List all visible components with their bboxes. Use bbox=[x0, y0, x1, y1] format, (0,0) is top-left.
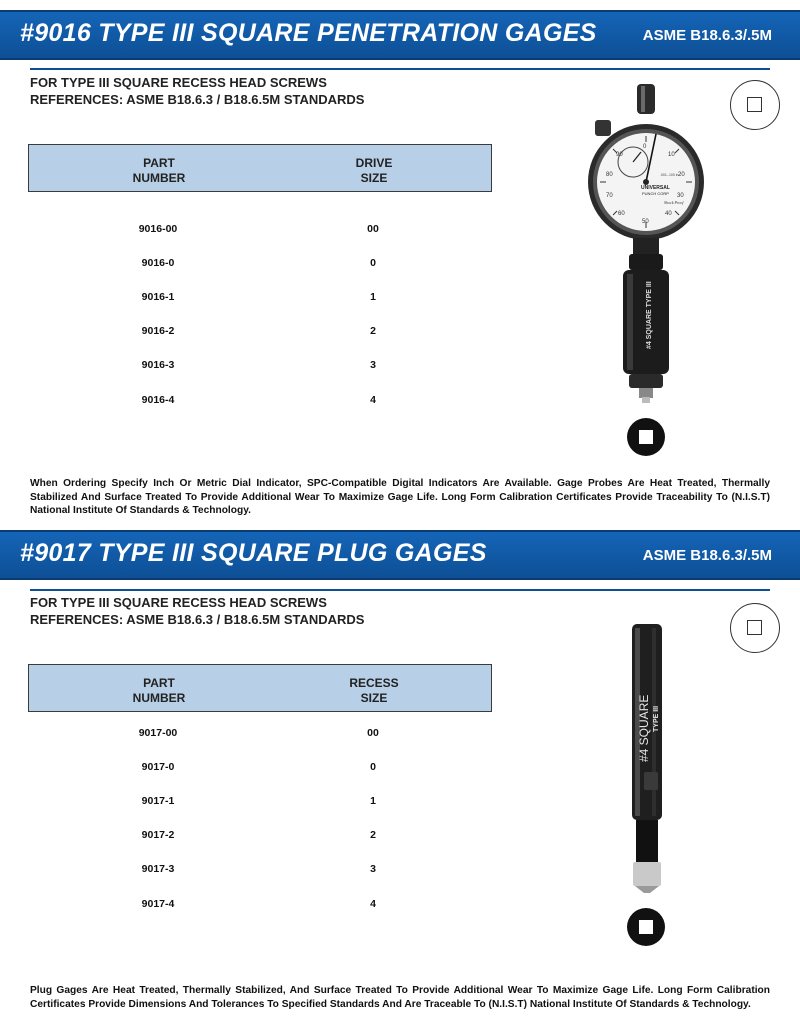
part-number: 9017-2 bbox=[141, 829, 175, 841]
dial-numeral: 20 bbox=[678, 172, 685, 178]
drive-size: 0 bbox=[370, 257, 376, 269]
square-tip-icon bbox=[627, 908, 665, 946]
table-row bbox=[28, 359, 492, 375]
plug-engraving: #4 SQUARE bbox=[637, 694, 651, 762]
recess-size: 2 bbox=[370, 829, 376, 841]
section-title: #9016 TYPE III SQUARE PENETRATION GAGES bbox=[20, 19, 597, 47]
recess-size: 4 bbox=[370, 898, 376, 910]
standard-label: ASME B18.6.3/.5M bbox=[642, 547, 772, 564]
subheading bbox=[30, 594, 364, 628]
table-row bbox=[28, 898, 492, 914]
dial-numeral: 80 bbox=[606, 172, 613, 178]
drive-size: 2 bbox=[370, 325, 376, 337]
dial-numeral: 10 bbox=[668, 152, 675, 158]
column-header-part-number: PART NUMBER bbox=[132, 676, 186, 705]
table-row bbox=[28, 829, 492, 845]
dial-numeral: 50 bbox=[642, 219, 649, 225]
drive-size: 4 bbox=[370, 394, 376, 406]
dial-numeral: 40 bbox=[665, 211, 672, 217]
subhead-line: FOR TYPE III SQUARE RECESS HEAD SCREWS bbox=[30, 595, 327, 610]
section-banner-9016 bbox=[0, 10, 800, 60]
part-number: 9016-3 bbox=[141, 359, 175, 371]
part-number: 9016-00 bbox=[138, 223, 178, 235]
drive-size: 1 bbox=[370, 291, 376, 303]
plug-gage-image bbox=[622, 622, 672, 894]
table-row bbox=[28, 795, 492, 811]
part-number: 9016-4 bbox=[141, 394, 175, 406]
table-row bbox=[28, 727, 492, 743]
table-row bbox=[28, 761, 492, 777]
divider bbox=[30, 589, 770, 591]
column-header-recess-size: RECESS SIZE bbox=[349, 676, 399, 705]
drive-size: 3 bbox=[370, 359, 376, 371]
dial-numeral: 0 bbox=[643, 144, 647, 150]
column-header-part-number: PART NUMBER bbox=[132, 156, 186, 185]
dial-numeral: 90 bbox=[616, 152, 623, 158]
table-row bbox=[28, 223, 492, 239]
column-header-drive-size: DRIVE SIZE bbox=[355, 156, 393, 185]
recess-size: 3 bbox=[370, 863, 376, 875]
table-row bbox=[28, 394, 492, 410]
recess-size: 00 bbox=[367, 727, 379, 739]
part-number: 9017-0 bbox=[141, 761, 175, 773]
section-banner-9017 bbox=[0, 530, 800, 580]
dial-brand: UNIVERSAL bbox=[641, 185, 670, 191]
plug-engraving-sub: TYPE III bbox=[653, 705, 660, 732]
subhead-line: REFERENCES: ASME B18.6.3 / B18.6.5M STANDARDS bbox=[30, 612, 365, 627]
ordering-note: When Ordering Specify Inch Or Metric Dial Indicator, SPC-Compatible Digital Indicators Are Available. Gage Probes Are Heat Treated, Thermally Stabilized And Surface Treated To Provide Additional Wear To Maximize Gage Life. Long Form Calibration Certificates Provide Traceability To (N.I.S.T) National Institute Of Standards & Technology. bbox=[30, 478, 770, 516]
standard-label: ASME B18.6.3/.5M bbox=[642, 27, 772, 44]
part-number: 9017-4 bbox=[141, 898, 175, 910]
part-number: 9017-3 bbox=[141, 863, 175, 875]
part-number: 9016-1 bbox=[141, 291, 175, 303]
part-number: 9017-1 bbox=[141, 795, 175, 807]
handle-engraving: #4 SQUARE TYPE III bbox=[646, 281, 653, 349]
table-header bbox=[28, 664, 492, 712]
dial-numeral: 60 bbox=[618, 211, 625, 217]
part-number: 9017-00 bbox=[138, 727, 178, 739]
table-header bbox=[28, 144, 492, 192]
drive-size: 00 bbox=[367, 223, 379, 235]
square-tip-icon bbox=[627, 418, 665, 456]
dial-brand-sub: PUNCH CORP bbox=[642, 191, 669, 196]
table-row bbox=[28, 325, 492, 341]
subhead-line: REFERENCES: ASME B18.6.3 / B18.6.5M STANDARDS bbox=[30, 92, 365, 107]
table-row bbox=[28, 291, 492, 307]
recess-size: 1 bbox=[370, 795, 376, 807]
recess-size: 0 bbox=[370, 761, 376, 773]
square-recess-icon bbox=[730, 80, 780, 130]
dial-numeral: 70 bbox=[606, 193, 613, 199]
dial-indicator-gage-image bbox=[585, 84, 715, 404]
square-recess-icon bbox=[730, 603, 780, 653]
part-number: 9016-0 bbox=[141, 257, 175, 269]
subheading bbox=[30, 74, 364, 108]
table-row bbox=[28, 257, 492, 273]
dial-shockproof: Shock Proof bbox=[664, 200, 684, 205]
table-row bbox=[28, 863, 492, 879]
part-number: 9016-2 bbox=[141, 325, 175, 337]
dial-range: .001-.100 in bbox=[660, 173, 679, 177]
subhead-line: FOR TYPE III SQUARE RECESS HEAD SCREWS bbox=[30, 75, 327, 90]
plug-gage-note: Plug Gages Are Heat Treated, Thermally Stabilized, And Surface Treated To Provide Additional Wear To Maximize Gage Life. Long Form Calibration Certificates Provide Dimensions And Tolerances To Specified Standards And Are Traceable To (N.I.S.T) National Institute Of Standards & Technology. bbox=[30, 985, 770, 1010]
dial-numeral: 30 bbox=[677, 193, 684, 199]
section-title: #9017 TYPE III SQUARE PLUG GAGES bbox=[20, 539, 487, 567]
divider bbox=[30, 68, 770, 70]
